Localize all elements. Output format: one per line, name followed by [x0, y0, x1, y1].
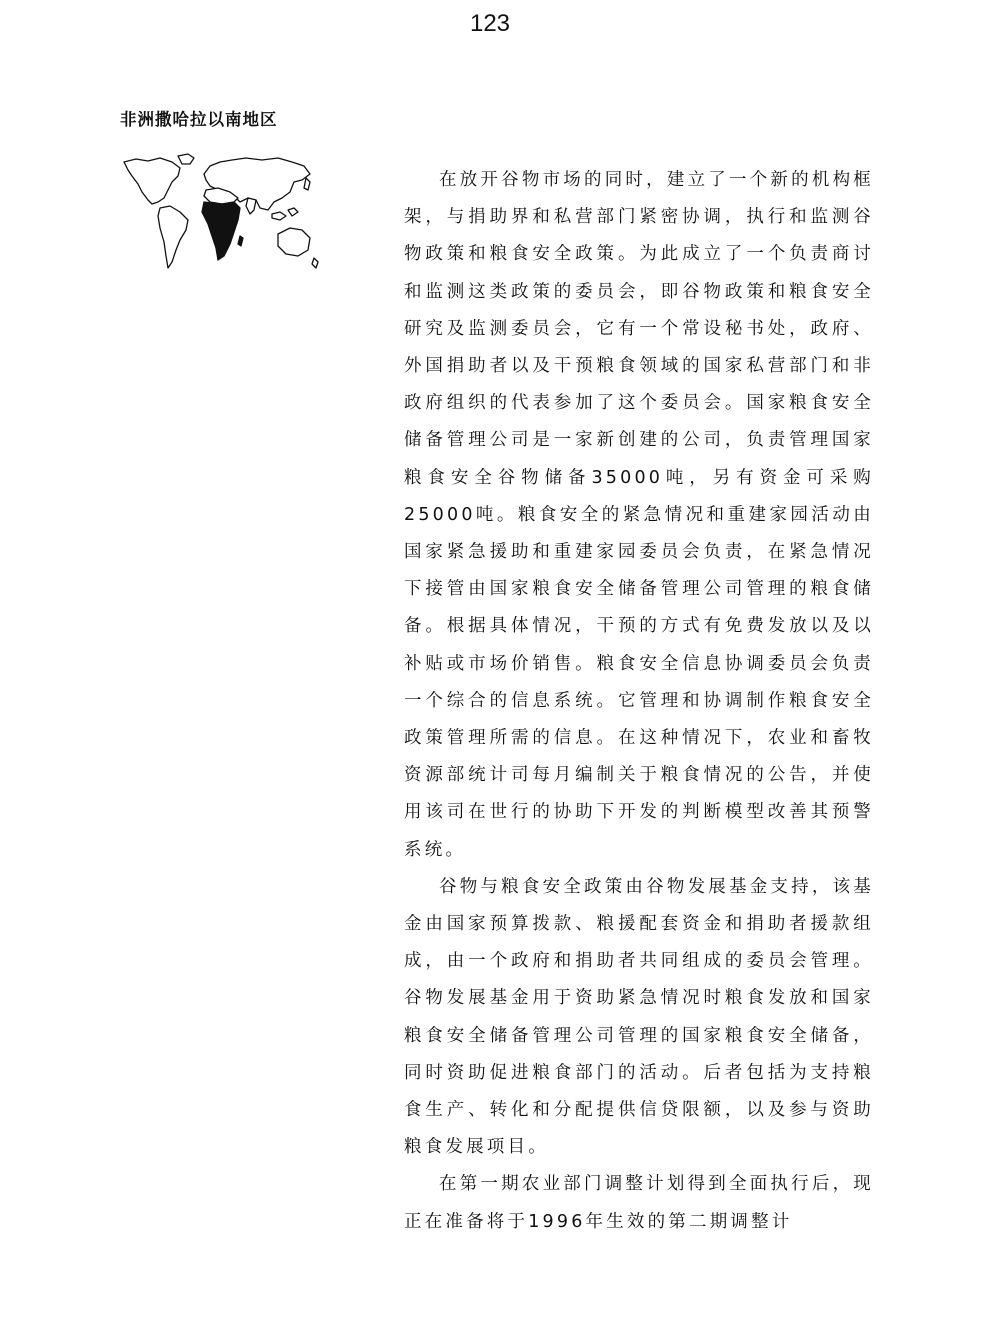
paragraph: 谷物与粮食安全政策由谷物发展基金支持，该基金由国家预算拨款、粮援配套资金和捐助者援款组成，由一个政府和捐助者共同组成的委员会管理。谷物发展基金用于资助紧急情况时粮食发放和国家粮食安全储备管理公司管理的国家粮食安全储备，同时资助促进粮食部门的活动。后者包括为支持粮食生产、转化和分配提供信贷限额，以及参与资助粮食发展项目。	[404, 876, 874, 1158]
paragraph: 在放开谷物市场的同时，建立了一个新的机构框架，与捐助界和私营部门紧密协调，执行和监测谷物政策和粮食安全政策。为此成立了一个负责商讨和监测这类政策的委员会，即谷物政策和粮食安全研究及监测委员会，它有一个常设秘书处，政府、外国捐助者以及干预粮食领域的国家私营部门和非政府组织的代表参加了这个委员会。国家粮食安全储备管理公司是一家新创建的公司，负责管理国家粮食安全谷物储备35000吨，另有资金可采购25000吨。粮食安全的紧急情况和重建家园活动由国家紧急援助和重建家园委员会负责，在紧急情况下接管由国家粮食安全储备管理公司管理的粮食储备。根据具体情况，干预的方式有免费发放以及以补贴或市场价销售。粮食安全信息协调委员会负责一个综合的信息系统。它管理和协调制作粮食安全政策管理所需的信息。在这种情况下，农业和畜牧资源部统计司每月编制关于粮食情况的公告，并使用该司在世行的协助下开发的判断模型改善其预警系统。	[404, 170, 874, 860]
page-number: 123	[469, 10, 511, 37]
paragraph: 在第一期农业部门调整计划得到全面执行后，现正在准备将于1996年生效的第二期调整计	[404, 1174, 874, 1232]
body-text	[404, 162, 874, 1241]
world-map-icon	[122, 152, 322, 278]
section-title: 非洲撒哈拉以南地区	[120, 110, 278, 129]
